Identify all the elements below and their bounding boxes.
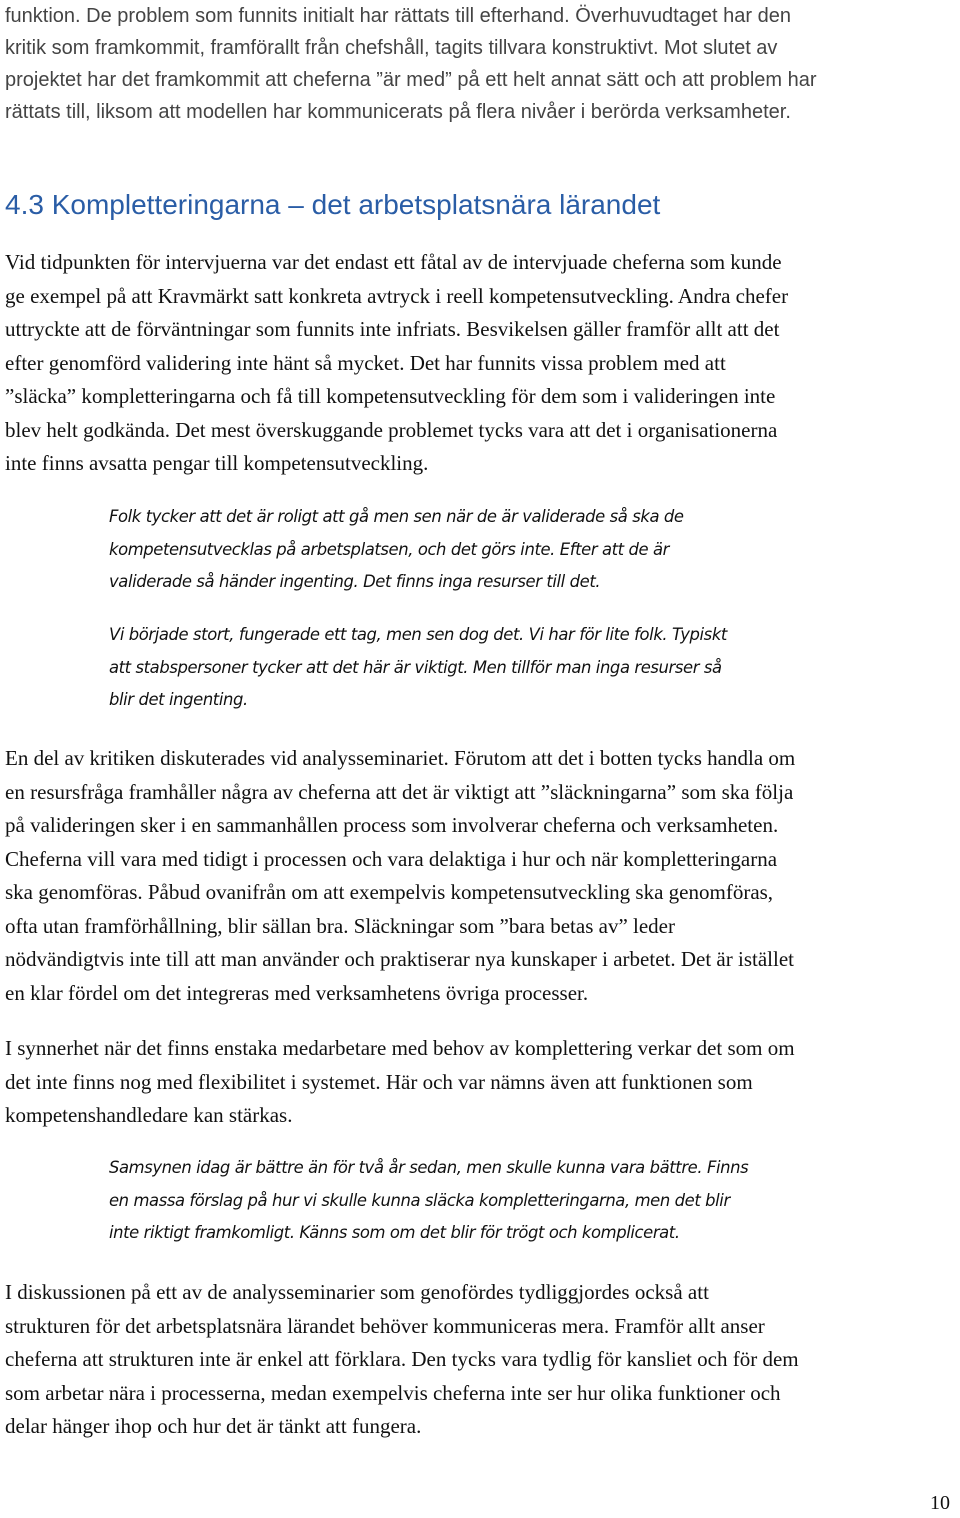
quote-line: att stabspersoner tycker att det här är viktigt. Men tillför man inga resurser så — [109, 657, 722, 677]
text-line: inte finns avsatta pengar till kompetensutveckling. — [5, 451, 429, 475]
interview-quote-1 — [109, 501, 684, 599]
quote-line: Folk tycker att det är roligt att gå men sen när de är validerade så ska de — [109, 507, 684, 526]
text-line: ska genomföras. Påbud ovanifrån om att exempelvis kompetensutveckling ska genomföras, — [5, 880, 774, 904]
interview-quote-2 — [109, 619, 727, 717]
quote-line: en massa förslag på hur vi skulle kunna släcka kompletteringarna, men det blir — [109, 1190, 730, 1210]
interview-quote-3 — [109, 1152, 748, 1250]
text-line: ofta utan framförhållning, blir sällan bra. Släckningar som ”bara betas av” leder — [5, 913, 675, 938]
text-line: en klar fördel om det integreras med verksamhetens övriga processer. — [5, 980, 589, 1005]
text-line: ge exempel på att Kravmärkt satt konkreta avtryck i reell kompetensutveckling. Andra chefer — [5, 283, 789, 308]
text-line: funktion. De problem som funnits initialt har rättats till efterhand. Överhuvudtaget har den — [5, 5, 791, 27]
body-paragraph-1 — [5, 246, 788, 481]
quote-line: inte riktigt framkomligt. Känns som om det blir för trögt och komplicerat. — [109, 1223, 680, 1242]
intro-paragraph — [5, 0, 817, 128]
text-line: ”släcka” kompletteringarna och få till kompetensutveckling för dem som i valideringen inte — [5, 384, 776, 408]
body-paragraph-3 — [5, 1032, 795, 1133]
quote-line: validerade så händer ingenting. Det finns inga resurser till det. — [109, 572, 601, 591]
body-paragraph-4 — [5, 1276, 799, 1444]
text-line: kompetenshandledare kan stärkas. — [5, 1103, 293, 1127]
text-line: I synnerhet när det finns enstaka medarbetare med behov av komplettering verkar det som om — [5, 1036, 795, 1060]
quote-line: Samsynen idag är bättre än för två år sedan, men skulle kunna vara bättre. Finns — [109, 1158, 749, 1177]
text-line: strukturen för det arbetsplatsnära lärandet behöver kommuniceras mera. Framför allt anser — [5, 1313, 765, 1338]
text-line: på valideringen sker i en sammanhållen process som involverar cheferna och verksamheten. — [5, 813, 779, 837]
text-line: Cheferna vill vara med tidigt i processen och vara delaktiga i hur och när kompletteringarna — [5, 846, 778, 871]
page-number: 10 — [930, 1492, 950, 1514]
text-line: nödvändigtvis inte till att man använder och praktiserar nya kunskaper i arbetet. Det är istället — [5, 947, 794, 971]
text-line: I diskussionen på ett av de analysseminarier som genofördes tydliggjordes också att — [5, 1280, 709, 1304]
body-paragraph-2 — [5, 742, 795, 1010]
text-line: det inte finns nog med flexibilitet i systemet. Här och var nämns även att funktionen som — [5, 1069, 753, 1094]
text-line: som arbetar nära i processerna, medan exempelvis cheferna inte ser hur olika funktioner och — [5, 1380, 781, 1405]
text-line: en resursfråga framhåller några av cheferna att det är viktigt att ”släckningarna” som ska följa — [5, 779, 794, 804]
text-line: uttryckte att de förväntningar som funnits inte infriats. Besvikelsen gäller framför allt att det — [5, 317, 780, 341]
text-line: delar hänger ihop och hur det är tänkt att fungera. — [5, 1414, 422, 1438]
text-line: efter genomförd validering inte hänt så mycket. Det har funnits vissa problem med att — [5, 350, 726, 375]
quote-line: kompetensutvecklas på arbetsplatsen, och det görs inte. Efter att de är — [109, 539, 669, 559]
text-line: En del av kritiken diskuterades vid analysseminariet. Förutom att det i botten tycks handla om — [5, 746, 796, 770]
quote-line: blir det ingenting. — [109, 690, 248, 709]
text-line: projektet har det framkommit att cheferna ”är med” på ett helt annat sätt och att problem har — [5, 69, 817, 91]
text-line: kritik som framkommit, framförallt från chefshåll, tagits tillvara konstruktivt. Mot slutet av — [5, 37, 778, 59]
section-heading: 4.3 Kompletteringarna – det arbetsplatsnära lärandet — [5, 189, 661, 220]
text-line: blev helt godkända. Det mest överskuggande problemet tycks vara att det i organisationerna — [5, 417, 778, 442]
quote-line: Vi började stort, fungerade ett tag, men sen dog det. Vi har för lite folk. Typiskt — [109, 625, 727, 644]
text-line: rättats till, liksom att modellen har kommunicerats på flera nivåer i berörda verksamheter. — [5, 101, 791, 123]
text-line: Vid tidpunkten för intervjuerna var det endast ett fåtal av de intervjuade cheferna som kunde — [5, 250, 782, 274]
text-line: cheferna att strukturen inte är enkel att förklara. Den tycks vara tydlig för kansliet och för dem — [5, 1347, 799, 1371]
